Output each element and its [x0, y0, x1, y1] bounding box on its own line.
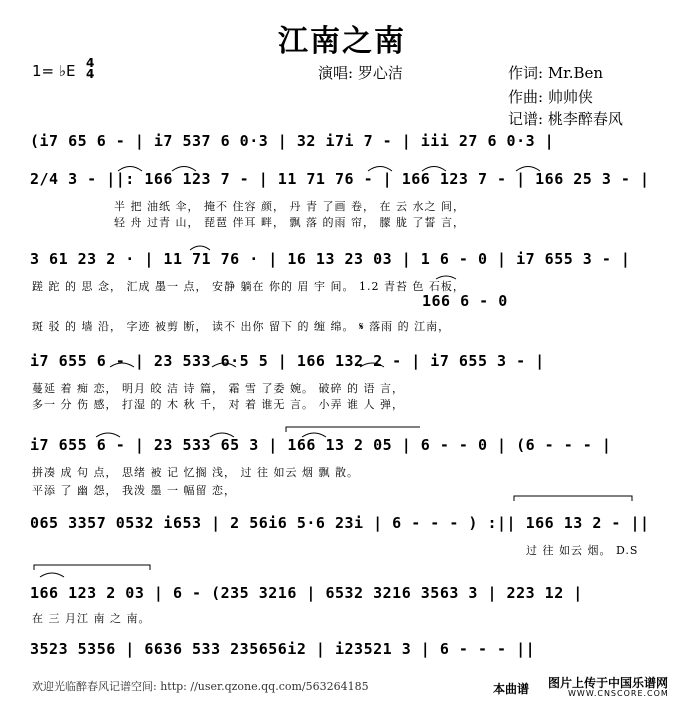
notation-line: 166 6 - 0 [422, 292, 508, 310]
notation-line: 3523 5356 | 6636 533 235656i2 | i23521 3 | 6 - - - || [30, 640, 536, 658]
composer-credit: 作曲: 帅帅侠 [508, 88, 593, 106]
footer-note: 欢迎光临醉春风记谱空间: http: //user.qzone.qq.com/563264185 [32, 680, 369, 693]
notation-line: 065 3357 0532 i653 | 2 56i6 5·6 23i | 6 - - - ) :|| 166 13 2 - || [30, 514, 650, 532]
key-signature: 1= ♭E [32, 62, 76, 80]
time-signature-bottom: 4 [86, 67, 95, 81]
singer-credit: 演唱: 罗心洁 [318, 64, 403, 82]
lyric-line: 蔓延 着 痴 恋， 明月 皎 洁 诗 篇， 霜 雪 了委 婉。 破碎 的 语 言， [32, 382, 404, 395]
time-signature-top: 4 [86, 56, 95, 70]
triplet-bracket [514, 496, 632, 501]
notation-line: i7 655 6 - | 23 533 6·5 5 | 166 132 2 - | i7 655 3 - | [30, 352, 545, 370]
time-signature [86, 58, 94, 80]
lyric-line: 平添 了 幽 怨， 我泼 墨 一 幅留 恋， [32, 484, 236, 497]
notation-line: 3 61 23 2 · | 11 71 76 · | 16 13 23 03 | 1 6 - 0 | i7 655 3 - | [30, 250, 631, 268]
volta-bracket [286, 427, 420, 432]
lyric-line: 过 往 如云 烟。 D.S [526, 544, 639, 557]
lyric-line: 轻 舟 过青 山， 琵琶 伴耳 畔， 飘 落 的雨 帘， 朦 胧 了誓 言， [114, 216, 465, 229]
lyric-line: 在 三 月江 南 之 南。 [32, 612, 151, 625]
footer-site-url: WWW.CNSCORE.COM [568, 689, 669, 698]
notation-line: i7 655 6 - | 23 533 65 3 | 166 13 2 05 | 6 - - 0 | (6 - - - | [30, 436, 612, 454]
notation-line: (i7 65 6 - | i7 537 6 0·3 | 32 i7i 7 - | iii 27 6 0·3 | [30, 132, 555, 150]
lyric-line: 蹉 跎 的 思 念， 汇成 墨一 点， 安静 躺在 你的 眉 宇 间。 1.2 青苔 色 石板， [32, 280, 465, 293]
lyric-line: 多一 分 伤 感， 打湿 的 木 秋 千， 对 着 谁无 言。 小弄 谁 人 弹， [32, 398, 404, 411]
lyric-line: 拼凑 成 句 点， 思绪 被 记 忆搁 浅， 过 往 如云 烟 飘 散。 [32, 466, 359, 479]
notation-line: 166 123 2 03 | 6 - (235 3216 | 6532 3216 3563 3 | 223 12 | [30, 584, 583, 602]
footer-upload-note: 图片上传于中国乐谱网 [548, 676, 669, 690]
lyricist-credit: 作词: Mr.Ben [508, 64, 604, 82]
lyric-line: 斑 驳 的 墙 沿， 字迹 被剪 断， 读不 出你 留下 的 缠 绵。 𝄋 落雨 的 江南， [32, 320, 451, 333]
transcriber-credit: 记谱: 桃李醉春风 [508, 110, 623, 128]
page-title: 江南之南 [278, 24, 406, 59]
footer-score-label: 本曲谱 [493, 682, 530, 696]
tie-arc [40, 573, 64, 577]
lyric-line: 半 把 油纸 伞， 掩不 住容 颜， 丹 青 了画 卷， 在 云 水之 间， [114, 200, 465, 213]
triplet-bracket [34, 565, 150, 570]
notation-line: 2/4 3 - ||: 166 123 7 - | 11 71 76 - | 166 123 7 - | 166 25 3 - | [30, 170, 650, 188]
